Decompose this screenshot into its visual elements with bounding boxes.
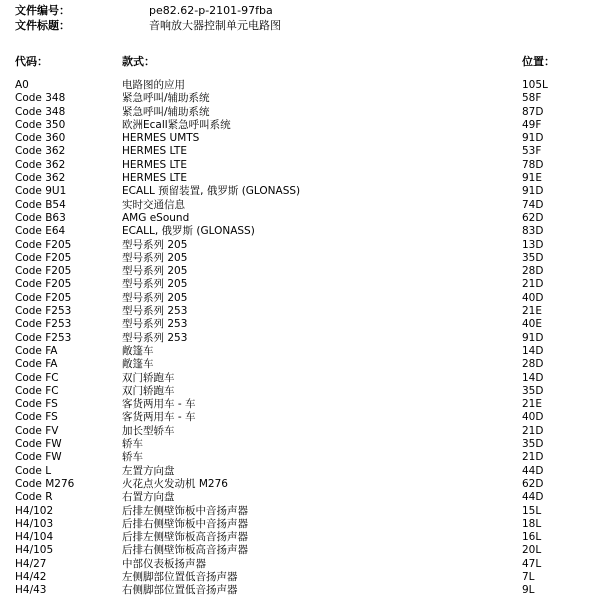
model-cell: 欧洲Ecall紧急呼叫系统 <box>122 118 231 131</box>
code-cell: Code 348 <box>15 105 66 118</box>
position-cell: 18L <box>522 517 542 530</box>
table-row <box>15 505 605 518</box>
code-cell: Code FS <box>15 398 58 411</box>
position-cell: 78D <box>522 158 544 171</box>
model-cell: 敞篷车 <box>122 358 154 371</box>
code-cell: Code 348 <box>15 92 66 105</box>
position-cell: 21D <box>522 278 544 291</box>
position-cell: 40D <box>522 291 544 304</box>
model-cell: 电路图的应用 <box>122 79 185 91</box>
position-cell: 40D <box>522 411 544 424</box>
position-cell: 35D <box>522 438 544 451</box>
column-header-model: 款式： <box>122 55 155 68</box>
code-cell: Code FV <box>15 424 59 437</box>
code-cell: Code FW <box>15 438 62 451</box>
model-cell: ECALL, 俄罗斯 (GLONASS) <box>122 225 255 238</box>
model-cell: 型号系列 253 <box>122 305 188 318</box>
table-row <box>15 438 605 451</box>
table-row <box>15 252 605 265</box>
model-cell: 右置方向盘 <box>122 491 175 504</box>
code-cell: Code R <box>15 491 53 504</box>
table-row <box>15 425 605 438</box>
table-row <box>15 185 605 198</box>
position-cell: 62D <box>522 477 544 490</box>
table-row <box>15 518 605 531</box>
position-cell: 74D <box>522 198 544 211</box>
model-cell: 紧急呼叫/辅助系统 <box>122 92 210 105</box>
table-row <box>15 212 605 225</box>
table-row <box>15 172 605 185</box>
code-cell: Code 362 <box>15 145 66 158</box>
table-row <box>15 478 605 491</box>
table-row <box>15 106 605 119</box>
code-cell: Code FS <box>15 411 58 424</box>
table-row <box>15 411 605 424</box>
code-cell: H4/102 <box>15 504 54 517</box>
model-cell: HERMES LTE <box>122 172 187 185</box>
model-cell: 轿车 <box>122 438 143 451</box>
model-cell: 客货两用车 - 车 <box>122 398 196 411</box>
code-cell: Code F253 <box>15 305 72 318</box>
table-row <box>15 318 605 331</box>
model-cell: 轿车 <box>122 451 143 464</box>
position-cell: 15L <box>522 504 542 517</box>
doc-number-value: pe82.62-p-2101-97fba <box>149 4 273 17</box>
table-row <box>15 584 605 597</box>
position-cell: 44D <box>522 491 544 504</box>
table-row <box>15 345 605 358</box>
table-row <box>15 225 605 238</box>
table-row <box>15 358 605 371</box>
code-cell: Code B54 <box>15 198 66 211</box>
code-cell: Code F205 <box>15 291 72 304</box>
code-cell: H4/104 <box>15 531 54 544</box>
model-cell: 型号系列 205 <box>122 251 188 264</box>
position-cell: 91D <box>522 185 544 198</box>
position-cell: 20L <box>522 544 542 557</box>
position-cell: 21E <box>522 305 542 318</box>
model-cell: 后排左侧壁饰板中音扬声器 <box>122 504 248 517</box>
model-cell: 左侧脚部位置低音扬声器 <box>122 570 238 583</box>
doc-number-label: 文件编号： <box>15 4 70 17</box>
model-cell: 火花点火发动机 M276 <box>122 477 228 490</box>
position-cell: 47L <box>522 557 542 570</box>
model-cell: 右侧脚部位置低音扬声器 <box>122 584 238 597</box>
position-cell: 9L <box>522 584 535 597</box>
table-row <box>15 305 605 318</box>
table-row <box>15 332 605 345</box>
code-cell: Code F205 <box>15 238 72 251</box>
table-row <box>15 278 605 291</box>
position-cell: 91E <box>522 172 542 185</box>
table-row <box>15 544 605 557</box>
code-cell: Code B63 <box>15 211 66 224</box>
table-row <box>15 571 605 584</box>
doc-title-value: 音响放大器控制单元电路图 <box>149 19 281 32</box>
code-cell: Code FC <box>15 384 59 397</box>
position-cell: 28D <box>522 358 544 371</box>
table-row <box>15 119 605 132</box>
position-cell: 35D <box>522 251 544 264</box>
model-cell: 型号系列 253 <box>122 331 188 344</box>
position-cell: 44D <box>522 464 544 477</box>
table-row <box>15 385 605 398</box>
position-cell: 53F <box>522 145 542 158</box>
table-row <box>15 292 605 305</box>
position-cell: 13D <box>522 238 544 251</box>
model-cell: HERMES LTE <box>122 145 187 158</box>
position-cell: 40E <box>522 318 542 331</box>
model-cell: HERMES UMTS <box>122 132 200 145</box>
model-cell: 后排右侧壁饰板中音扬声器 <box>122 517 248 530</box>
position-cell: 14D <box>522 344 544 357</box>
position-cell: 58F <box>522 92 542 105</box>
code-cell: Code 362 <box>15 172 66 185</box>
code-cell: H4/27 <box>15 557 47 570</box>
table-row <box>15 558 605 571</box>
table-row <box>15 239 605 252</box>
doc-title-label: 文件标题： <box>15 19 70 32</box>
model-cell: ECALL 预留装置, 俄罗斯 (GLONASS) <box>122 185 301 198</box>
model-cell: 型号系列 205 <box>122 278 188 291</box>
code-cell: Code F205 <box>15 278 72 291</box>
code-cell: Code 9U1 <box>15 185 67 198</box>
code-cell: H4/43 <box>15 584 47 597</box>
position-cell: 87D <box>522 105 544 118</box>
code-cell: Code E64 <box>15 225 66 238</box>
code-cell: Code FA <box>15 358 58 371</box>
code-cell: Code 350 <box>15 118 66 131</box>
position-cell: 35D <box>522 384 544 397</box>
code-cell: Code FC <box>15 371 59 384</box>
table-row <box>15 265 605 278</box>
table-row <box>15 491 605 504</box>
position-cell: 83D <box>522 225 544 238</box>
position-cell: 49F <box>522 118 542 131</box>
code-cell: A0 <box>15 79 29 91</box>
model-cell: 客货两用车 - 车 <box>122 411 196 424</box>
component-table <box>15 79 605 598</box>
position-cell: 105L <box>522 79 548 91</box>
table-row <box>15 145 605 158</box>
table-row <box>15 465 605 478</box>
column-header-code: 代码： <box>15 55 48 68</box>
model-cell: 敞篷车 <box>122 344 154 357</box>
code-cell: Code 362 <box>15 158 66 171</box>
model-cell: 双门轿跑车 <box>122 384 175 397</box>
position-cell: 21E <box>522 398 542 411</box>
model-cell: 紧急呼叫/辅助系统 <box>122 105 210 118</box>
model-cell: 中部仪表板扬声器 <box>122 557 206 570</box>
table-row <box>15 92 605 105</box>
column-header-position: 位置： <box>522 55 555 68</box>
position-cell: 62D <box>522 211 544 224</box>
table-row <box>15 132 605 145</box>
model-cell: 左置方向盘 <box>122 464 175 477</box>
code-cell: Code 360 <box>15 132 66 145</box>
model-cell: 型号系列 205 <box>122 265 188 278</box>
code-cell: Code L <box>15 464 52 477</box>
model-cell: 后排右侧壁饰板高音扬声器 <box>122 544 248 557</box>
code-cell: Code F205 <box>15 265 72 278</box>
model-cell: 型号系列 205 <box>122 238 188 251</box>
model-cell: 后排左侧壁饰板高音扬声器 <box>122 531 248 544</box>
position-cell: 16L <box>522 531 542 544</box>
position-cell: 28D <box>522 265 544 278</box>
model-cell: 型号系列 205 <box>122 291 188 304</box>
model-cell: 型号系列 253 <box>122 318 188 331</box>
position-cell: 7L <box>522 570 535 583</box>
model-cell: AMG eSound <box>122 211 190 224</box>
code-cell: Code FW <box>15 451 62 464</box>
model-cell: 双门轿跑车 <box>122 371 175 384</box>
position-cell: 91D <box>522 132 544 145</box>
code-cell: Code M276 <box>15 477 75 490</box>
code-cell: H4/103 <box>15 517 54 530</box>
code-cell: H4/42 <box>15 570 47 583</box>
code-cell: Code F253 <box>15 318 72 331</box>
code-cell: Code F205 <box>15 251 72 264</box>
code-cell: Code F253 <box>15 331 72 344</box>
position-cell: 21D <box>522 424 544 437</box>
table-row <box>15 531 605 544</box>
model-cell: 实时交通信息 <box>122 198 185 211</box>
model-cell: HERMES LTE <box>122 158 187 171</box>
table-row <box>15 398 605 411</box>
table-row <box>15 79 605 92</box>
position-cell: 14D <box>522 371 544 384</box>
table-row <box>15 372 605 385</box>
table-row <box>15 451 605 464</box>
model-cell: 加长型轿车 <box>122 424 175 437</box>
table-row <box>15 199 605 212</box>
table-row <box>15 159 605 172</box>
code-cell: H4/105 <box>15 544 54 557</box>
position-cell: 21D <box>522 451 544 464</box>
position-cell: 91D <box>522 331 544 344</box>
code-cell: Code FA <box>15 344 58 357</box>
